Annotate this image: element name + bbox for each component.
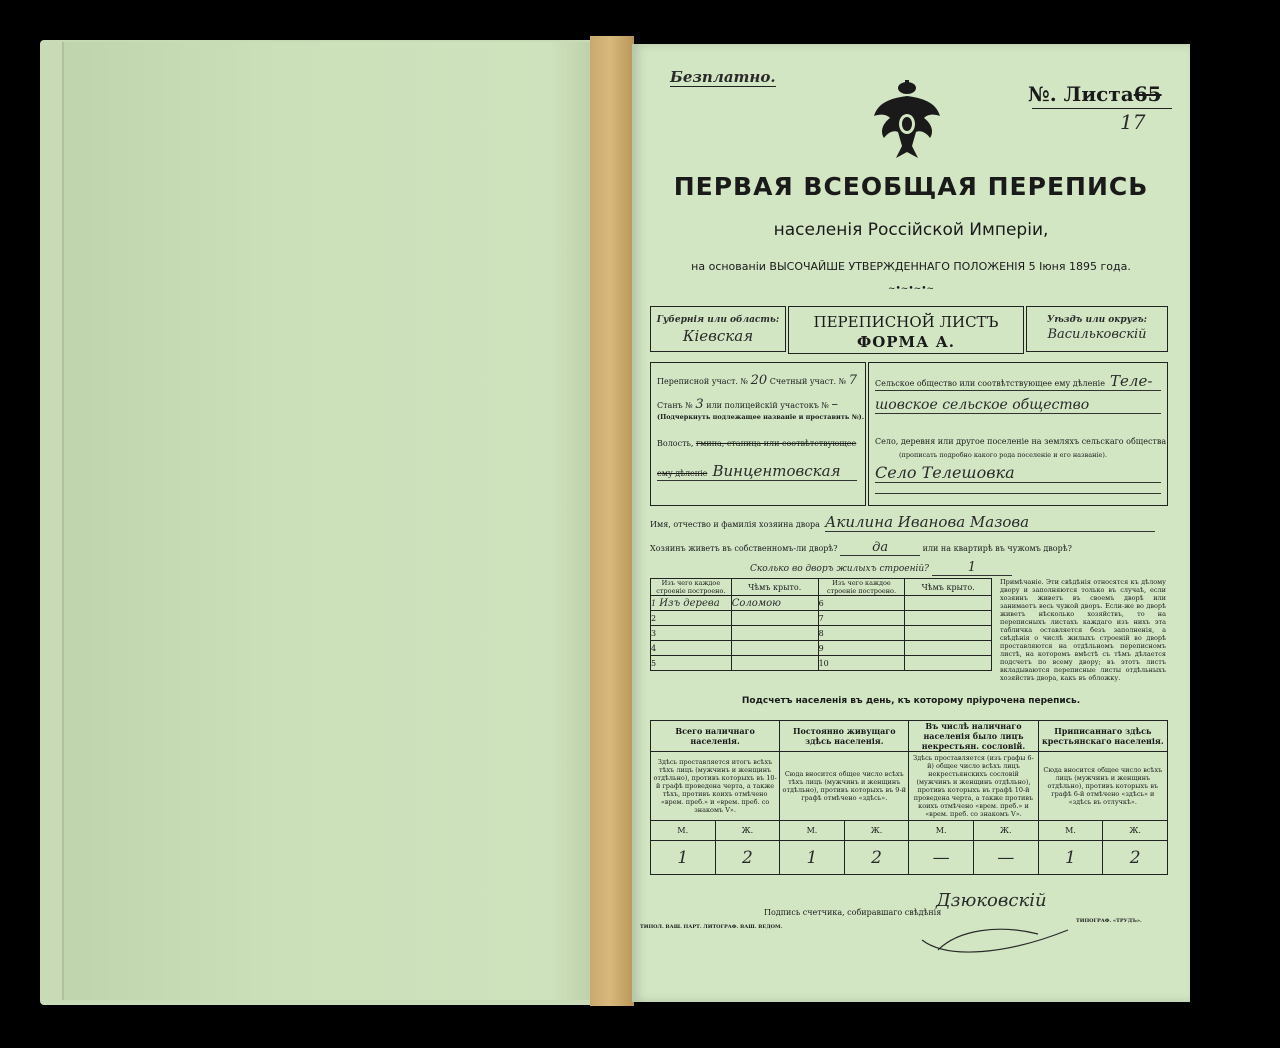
- table-row: [651, 641, 992, 656]
- district-info-block: [650, 362, 866, 506]
- count-value: 2: [844, 841, 909, 875]
- list-title: ПЕРЕПИСНОЙ ЛИСТЪ: [813, 313, 999, 331]
- count-desc-crest: Сюда вносится общее число всѣхъ лицъ (мужчинъ и женщинъ отдѣльно), противъ которыхъ въ графѣ 6-й отмѣчено «здѣсь» и «здѣсь въ отлучкѣ».: [1038, 752, 1167, 821]
- col-female: Ж.: [973, 821, 1038, 841]
- table-row: [651, 626, 992, 641]
- volost-struck-text: гмина, станица или соотвѣтствующее: [695, 439, 857, 448]
- count-value: —: [973, 841, 1038, 875]
- row-number: 1: [651, 598, 657, 608]
- count-head-total: Всего наличнаго населенія.: [651, 721, 780, 752]
- sheet-number-text: №. Листа: [1028, 82, 1134, 106]
- uchastok-value: 20: [750, 373, 768, 388]
- building-roof: Соломою: [731, 596, 818, 611]
- population-count-table: [650, 720, 1168, 875]
- sheet-number-handwritten: 17: [1120, 110, 1146, 134]
- count-title: Подсчетъ населенія въ день, къ которому пріурочена перепись.: [741, 696, 1081, 706]
- owner-name-label: Имя, отчество и фамилія хозяина двора: [650, 520, 820, 529]
- buildings-table: [650, 578, 992, 671]
- ornament-divider: ~•~•~•~: [887, 284, 935, 294]
- underline-note: (Подчеркнуть подлежащее названіе и проставить №).: [657, 413, 864, 421]
- count-value: 2: [715, 841, 780, 875]
- owner-residence-row: [650, 540, 1166, 556]
- gubernia-box: [650, 306, 786, 352]
- schetny-label: Счетный участ. №: [769, 377, 847, 386]
- buildings-col-roof: Чѣмъ крыто.: [731, 579, 818, 596]
- volost-label: Волость,: [657, 439, 694, 448]
- owner-name-value: Акилина Иванова Мазова: [825, 513, 1155, 532]
- row-number: 7: [818, 611, 905, 626]
- schetny-value: 7: [848, 373, 858, 388]
- buildings-value: 1: [932, 560, 1012, 576]
- col-male: М.: [780, 821, 845, 841]
- stan-label: Станъ №: [657, 401, 693, 410]
- buildings-col-roof-2: Чѣмъ крыто.: [905, 579, 992, 596]
- buildings-label: Сколько во дворъ жилыхъ строеній?: [750, 564, 929, 574]
- village-info-block: [868, 362, 1168, 506]
- volost-value-row: [657, 461, 857, 481]
- table-row: [651, 611, 992, 626]
- count-value: 1: [1038, 841, 1103, 875]
- count-head-noncrest: Въ числѣ наличнаго населенія было лицъ некрестьян. сословій.: [909, 721, 1038, 752]
- row-number: 8: [818, 626, 905, 641]
- imprint-left: ТИПОЛ. ВАШ. ПАРТ. ЛИТОГРАФ. ВАШ. ВЕДОМ.: [640, 924, 783, 930]
- count-value: 1: [780, 841, 845, 875]
- row-number: 4: [651, 641, 732, 656]
- imperial-eagle-icon: [872, 80, 942, 162]
- society-row: [875, 371, 1161, 391]
- buildings-col-material: Изъ чего каждое строеніе построено.: [651, 579, 732, 596]
- uchastok-label: Переписной участ. №: [657, 377, 749, 386]
- imprint-right: ТИПОГРАФ. «ТРУДЪ».: [1076, 918, 1142, 924]
- count-values-row: [651, 841, 1168, 875]
- uezd-label: Уѣздъ или округъ:: [1047, 315, 1147, 325]
- row-number: 2: [651, 611, 732, 626]
- village-value: Село Телешовка: [875, 463, 1161, 483]
- gubernia-label: Губернія или область:: [656, 315, 780, 325]
- society-value-cont: шовское сельское общество: [875, 397, 1161, 414]
- police-label: или полицейскій участокъ №: [706, 401, 829, 410]
- document-title: ПЕРВАЯ ВСЕОБЩАЯ ПЕРЕПИСЬ: [673, 172, 1149, 201]
- row-number: 6: [818, 596, 905, 611]
- free-label: Безплатно.: [670, 68, 776, 86]
- col-male: М.: [651, 821, 716, 841]
- stan-row: [657, 397, 838, 412]
- signature-label: Подпись счетчика, собиравшаго свѣдѣнія: [764, 908, 942, 917]
- document-basis: на основаніи ВЫСОЧАЙШЕ УТВЕРЖДЕННАГО ПОЛОЖЕНІЯ 5 Іюня 1895 года.: [691, 260, 1131, 273]
- row-number: 3: [651, 626, 732, 641]
- book-spine: [590, 36, 634, 1006]
- society-label: Сельское общество или соотвѣтствующее ему дѣленіе: [875, 379, 1105, 388]
- count-head-resident: Постоянно живущаго здѣсь населенія.: [780, 721, 909, 752]
- col-male: М.: [909, 821, 974, 841]
- gubernia-value: Кіевская: [682, 327, 754, 345]
- table-row: [651, 656, 992, 671]
- count-value: 1: [651, 841, 716, 875]
- sheet-number-label: [1028, 82, 1162, 106]
- volost-row: [657, 439, 856, 448]
- volost-label-struck: ему дѣленіе: [657, 469, 708, 478]
- count-value: 2: [1103, 841, 1168, 875]
- volost-value: Винцентовская: [712, 462, 841, 480]
- signature-flourish-icon: [918, 910, 1078, 960]
- table-row: [651, 596, 992, 611]
- count-desc-total: Здѣсь проставляется итогъ всѣхъ тѣхъ лицъ (мужчинъ и женщинъ отдѣльно), противъ которыхъ въ 10-й графѣ проведена черта, а также тѣхъ, противъ коихъ отмѣчено «врем. преб.» и «врем. преб. со знакомъ V».: [651, 752, 780, 821]
- village-label: Село, деревня или другое поселеніе на земляхъ сельскаго общества: [875, 437, 1167, 446]
- col-female: Ж.: [715, 821, 780, 841]
- count-desc-resident: Сюда вносится общее число всѣхъ тѣхъ лицъ (мужчинъ и женщинъ отдѣльно), противъ которыхъ въ 9-й графѣ отмѣчено «здѣсь».: [780, 752, 909, 821]
- society-value: Теле-: [1110, 372, 1153, 390]
- count-head-crest: Приписаннаго здѣсь крестьянскаго населенія.: [1038, 721, 1167, 752]
- count-desc-noncrest: Здѣсь проставляется (изъ графы 6-й) общее число всѣхъ лицъ некрестьянскихъ сословій (мужчинъ и женщинъ отдѣльно), противъ которыхъ въ графѣ 10-й проведена черта, а также противъ коихъ отмѣчено «врем. преб.» и «врем. преб. со знакомъ V».: [909, 752, 1038, 821]
- row-number: 10: [818, 656, 905, 671]
- sheet-number-struck: 65: [1133, 82, 1162, 106]
- sheet-number-underline: [1032, 108, 1172, 109]
- police-value: –: [831, 397, 838, 412]
- owner-rent-label: или на квартирѣ въ чужомъ дворѣ?: [922, 544, 1072, 553]
- uezd-box: [1026, 306, 1168, 352]
- owner-name-row: [650, 512, 1166, 532]
- form-title: ФОРМА А.: [856, 333, 956, 351]
- village-note: (прописать подробно какого рода поселеніе и его названіе).: [899, 451, 1107, 459]
- uchastok-row: [657, 373, 857, 388]
- owner-own-label: Хозяинъ живетъ въ собственномъ-ли дворѣ?: [650, 544, 838, 553]
- buildings-row: [750, 560, 1012, 576]
- uezd-value: Васильковскій: [1047, 327, 1147, 342]
- count-value: —: [909, 841, 974, 875]
- signature-value: Дзюковскій: [936, 890, 1047, 911]
- village-extra-line: [875, 493, 1161, 494]
- col-female: Ж.: [1103, 821, 1168, 841]
- document-subtitle: населенія Россійской Имперіи,: [773, 220, 1049, 240]
- owner-own-value: да: [840, 540, 920, 556]
- buildings-footnote: Примѣчаніе. Эти свѣдѣнія относятся къ дѣлому двору и заполняются только въ случаѣ, если хозяинъ живетъ въ своемъ дворѣ или занимаетъ весь чужой дворъ. Если-же во дворѣ живетъ нѣсколько хозяйствъ, то на переписныхъ листахъ каждаго изъ нихъ эта табличка оставляется безъ заполненія, а свѣдѣнія о числѣ жилыхъ строеній во дворѣ проставляются на отдѣльномъ переписномъ листѣ, на которомъ вмѣстѣ съ тѣмъ дѣлается подсчетъ по всему двору; въ этотъ листъ вкладываются переписные листы отдѣльныхъ хозяйствъ двора, какъ въ обложку.: [1000, 578, 1166, 682]
- row-number: 9: [818, 641, 905, 656]
- col-female: Ж.: [844, 821, 909, 841]
- form-title-box: [788, 306, 1024, 354]
- census-form-page: [632, 44, 1190, 1002]
- col-male: М.: [1038, 821, 1103, 841]
- building-material: Изъ дерева: [659, 597, 720, 609]
- left-page-surface: [62, 42, 604, 1000]
- row-number: 5: [651, 656, 732, 671]
- stan-value: 3: [695, 397, 704, 412]
- buildings-col-material-2: Изъ чего каждое строеніе построено.: [818, 579, 905, 596]
